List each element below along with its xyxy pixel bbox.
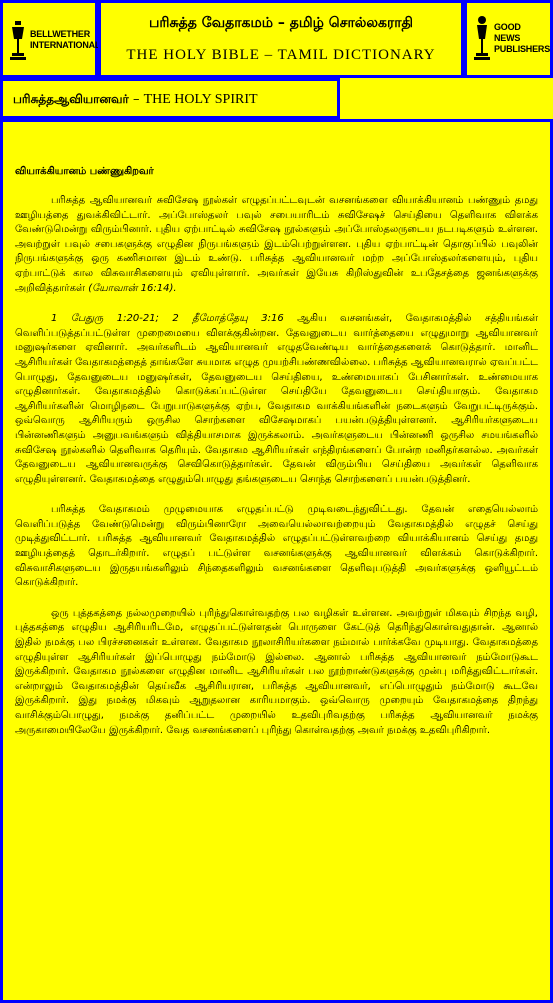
logo-left-box [0, 0, 101, 78]
section-title-tamil: பரிசுத்தஆவியானவர் [13, 92, 129, 106]
bellwether-logo [9, 19, 101, 61]
logo-left-text: BELLWETHER INTERNATIONAL [30, 29, 101, 50]
paragraph-1 [15, 194, 538, 296]
section-title-separator: – [128, 92, 144, 107]
section-title-english: THE HOLY SPIRIT [143, 92, 258, 107]
title-tamil: பரிசுத்த வேதாகமம் – தமிழ் சொல்லகராதி [149, 15, 413, 31]
title-box [98, 0, 464, 78]
title-english: THE HOLY BIBLE – TAMIL DICTIONARY [126, 47, 436, 63]
scripture-reference: (யோவான் 16:14). [88, 282, 177, 294]
paragraph-2-text: ஆகிய வசனங்கள், வேதாகமத்தில் சத்தியங்கள் வெளிப்படுத்தப்பட்டுள்ள முறைமையை விளக்குகின்றன. தேவனுடைய வார்த்தையை எழுதுமாறு ஆவியானவர் மனுஷர்களை ஏவினார். அவர்களிடம் ஆவியானவர் எழுதவேண்டிய வார்த்தைகளைக் கொடுத்தார். மானிட ஆசிரியர்கள் வேதாகமத்தைத் தாங்களே சுயமாக எழுத முயற்சிபண்ணவில்லை. பரிசுத்த ஆவியானவரால் ஏவப்பட்ட பொழுது, தேவனுடைய மனுஷர்கள், தேவனுடைய செய்தியை, உண்மையாகப் பேசினார்கள். உண்மையாக எழுதினார்கள். வேதாகமத்தில் கொடுக்கப்பட்டுள்ள செய்தியே தேவனுடைய செய்தியாகும். வேதாகம ஆசிரியர்களின் மொழிநடை பேறுபாடுகளுக்கு ஏற்ப, வேதாகம வாக்கியங்களின் நடைகளும் வேறுபட்டிருக்கும். ஒவ்வொரு ஆசிரியரும் ஒருசில சொற்களை விசேஷமாகப் பயன்படுத்தியுள்ளனர். ஆசிரியர்களுடைய பின்னணிகளும் அனுபவங்களும் வித்தியாசமாக இருக்கலாம். அவர்களுடைய பின்னணி ஒருசில சமயங்களில் சுவிசேஷ நூல்களில் தெளிவாக தெரியும். வேதாகம ஆசிரியர்கள் எந்திரங்களைப் போன்ற மனிதர்களல்ல. அவர்கள் தேவனுடைய ஆவியானவருக்கு செவிகொடுத்தார்கள். தேவன் விரும்பிய செய்தியை அவர்கள் தெளிவாக எழுதியுள்ளனர். வேதாகமத்தை எழுதும்பொழுது தங்களுடைய சொந்த சொற்களைப் பயன்படுத்தினர். [15, 313, 538, 485]
section-title [13, 92, 258, 108]
content-body [15, 194, 538, 754]
paragraph-3: பரிசுத்த வேதாகமம் முழுமையாக எழுதப்பட்டு முடிவடைந்துவிட்டது. தேவன் எதையெல்லாம் வெளிப்படுத்த வேண்டுமென்று விரும்பினாரோ அவையெல்லாவற்றையும் வேதாகமத்தில் எழுதச் செய்து முடித்துவிட்டார். பரிசுத்த ஆவியானவர் வேதாகமத்தில் எழுதப்பட்டுள்ளவற்றை வியாக்கியானம் செய்து தமது ஊழியத்தைத் தொடர்கிறார். எழுதப் பட்டுள்ள வசனங்களுக்கு ஆவியானவர் விளக்கம் கொடுக்கிறார். விசுவாசிகளுடைய இருதயங்களிலும் சிந்தைகளிலும் வசனங்களை தெளிவுபடுத்தி அவர்களுக்கு ஒளியூட்டம் கொடுக்கிறார். [15, 504, 538, 589]
paragraph-2 [15, 312, 538, 487]
logo-right-text: GOOD NEWS PUBLISHERS [494, 21, 551, 54]
section-title-box [0, 78, 340, 119]
paragraph-4: ஒரு புத்தகத்தை நல்லமுறையில் புரிந்துகொள்வதற்கு பல வழிகள் உள்ளன. அவற்றுள் மிகவும் சிறந்த வழி, புத்தகத்தை எழுதிய ஆசிரியரிடமே, எழுதப்பட்டுள்ளதன் பொருளை கேட்டுத் தெரிந்துகொள்வதுதான். ஆனால் இதில் நமக்கு பல பிரச்சனைகள் உள்ளன. வேதாகம நூலாசிரியர்களை நம்மால் பார்க்கவே முடியாது. வேதாகமத்தை எழுதியுள்ள ஆசிரியர்கள் இப்பொழுது நம்மோடு இல்லை. ஆனால் பரிசுத்த ஆவியானவர் நம்மோடுகூட இருக்கிறார். வேதாகம நூல்களை எழுதின மானிட ஆசிரியர்கள் பல நூற்றாண்டுகளுக்கு முன்பு மரித்துவிட்டார்கள். என்றாலும் வேதாகமத்தின் தெய்வீக ஆசிரியரான, பரிசுத்த ஆவியானவர், எப்பொழுதும் நம்மோடு கூடவே இருக்கிறார். இது நமக்கு மிகவும் ஆறுதலான காரியமாகும். ஒவ்வொரு முறையும் வேதாகமத்தை திறந்து வாசிக்கும்பொழுது, நமக்கு தனிப்பட்ட முறையில் உதவிபுரிவதற்கு பரிசுத்த ஆவியானவர் நமக்கு அருகாமையிலேயே இருக்கிறார். வேத வசனங்களைப் புரிந்து கொள்வதற்கு அவர் நமக்கு உதவிபுரிகிறார். [15, 607, 538, 736]
lamp-icon [473, 15, 491, 61]
content-heading: வியாக்கியானம் பண்ணுகிறவர் [15, 166, 154, 177]
good-news-logo [473, 15, 551, 61]
paragraph-1-text: பரிசுத்த ஆவியானவர் சுவிசேஷ நூல்கள் எழுதப்பட்டவுடன் வசனங்களை வியாக்கியானம் பண்ணும் தமது ஊழியத்தை துவக்கிவிட்டார். அப்போஸ்தலர் பவுல் சபையாரிடம் சுவிசேஷச் செய்தியை தெளிவாக விளக்க வேண்டுமென்று விரும்பினார். புதிய ஏற்பாட்டில் சுவிசேஷ நூல்களும் அப்போஸ்தலருடைய நடபடிகளும் உள்ளன. அவற்றுள் பவுல் சபைகளுக்கு எழுதின நிருபங்களும் இடம்பெற்றுள்ளன. புதிய ஏற்பாட்டின் தொகுப்பில் பவுலின் நிருபங்களுக்கு ஒரு கணிசமான இடம் உண்டு. பரிசுத்த ஆவியானவர் மற்ற அப்போஸ்தலர்களையும், புதிய ஏற்பாட்டுக் கால விசுவாசிகளையும் ஏவியுள்ளார். அவர்கள் இயேசு கிறிஸ்துவின் உபதேசத்தை ஜனங்களுக்கு அறிவித்தார்கள் [15, 195, 538, 294]
lamp-icon [9, 19, 27, 61]
scripture-reference: 1 பேதுரு 1:20-21; 2 தீமோத்தேயு 3:16 [51, 313, 284, 325]
logo-right-box [464, 0, 553, 78]
content-box [0, 119, 553, 1003]
